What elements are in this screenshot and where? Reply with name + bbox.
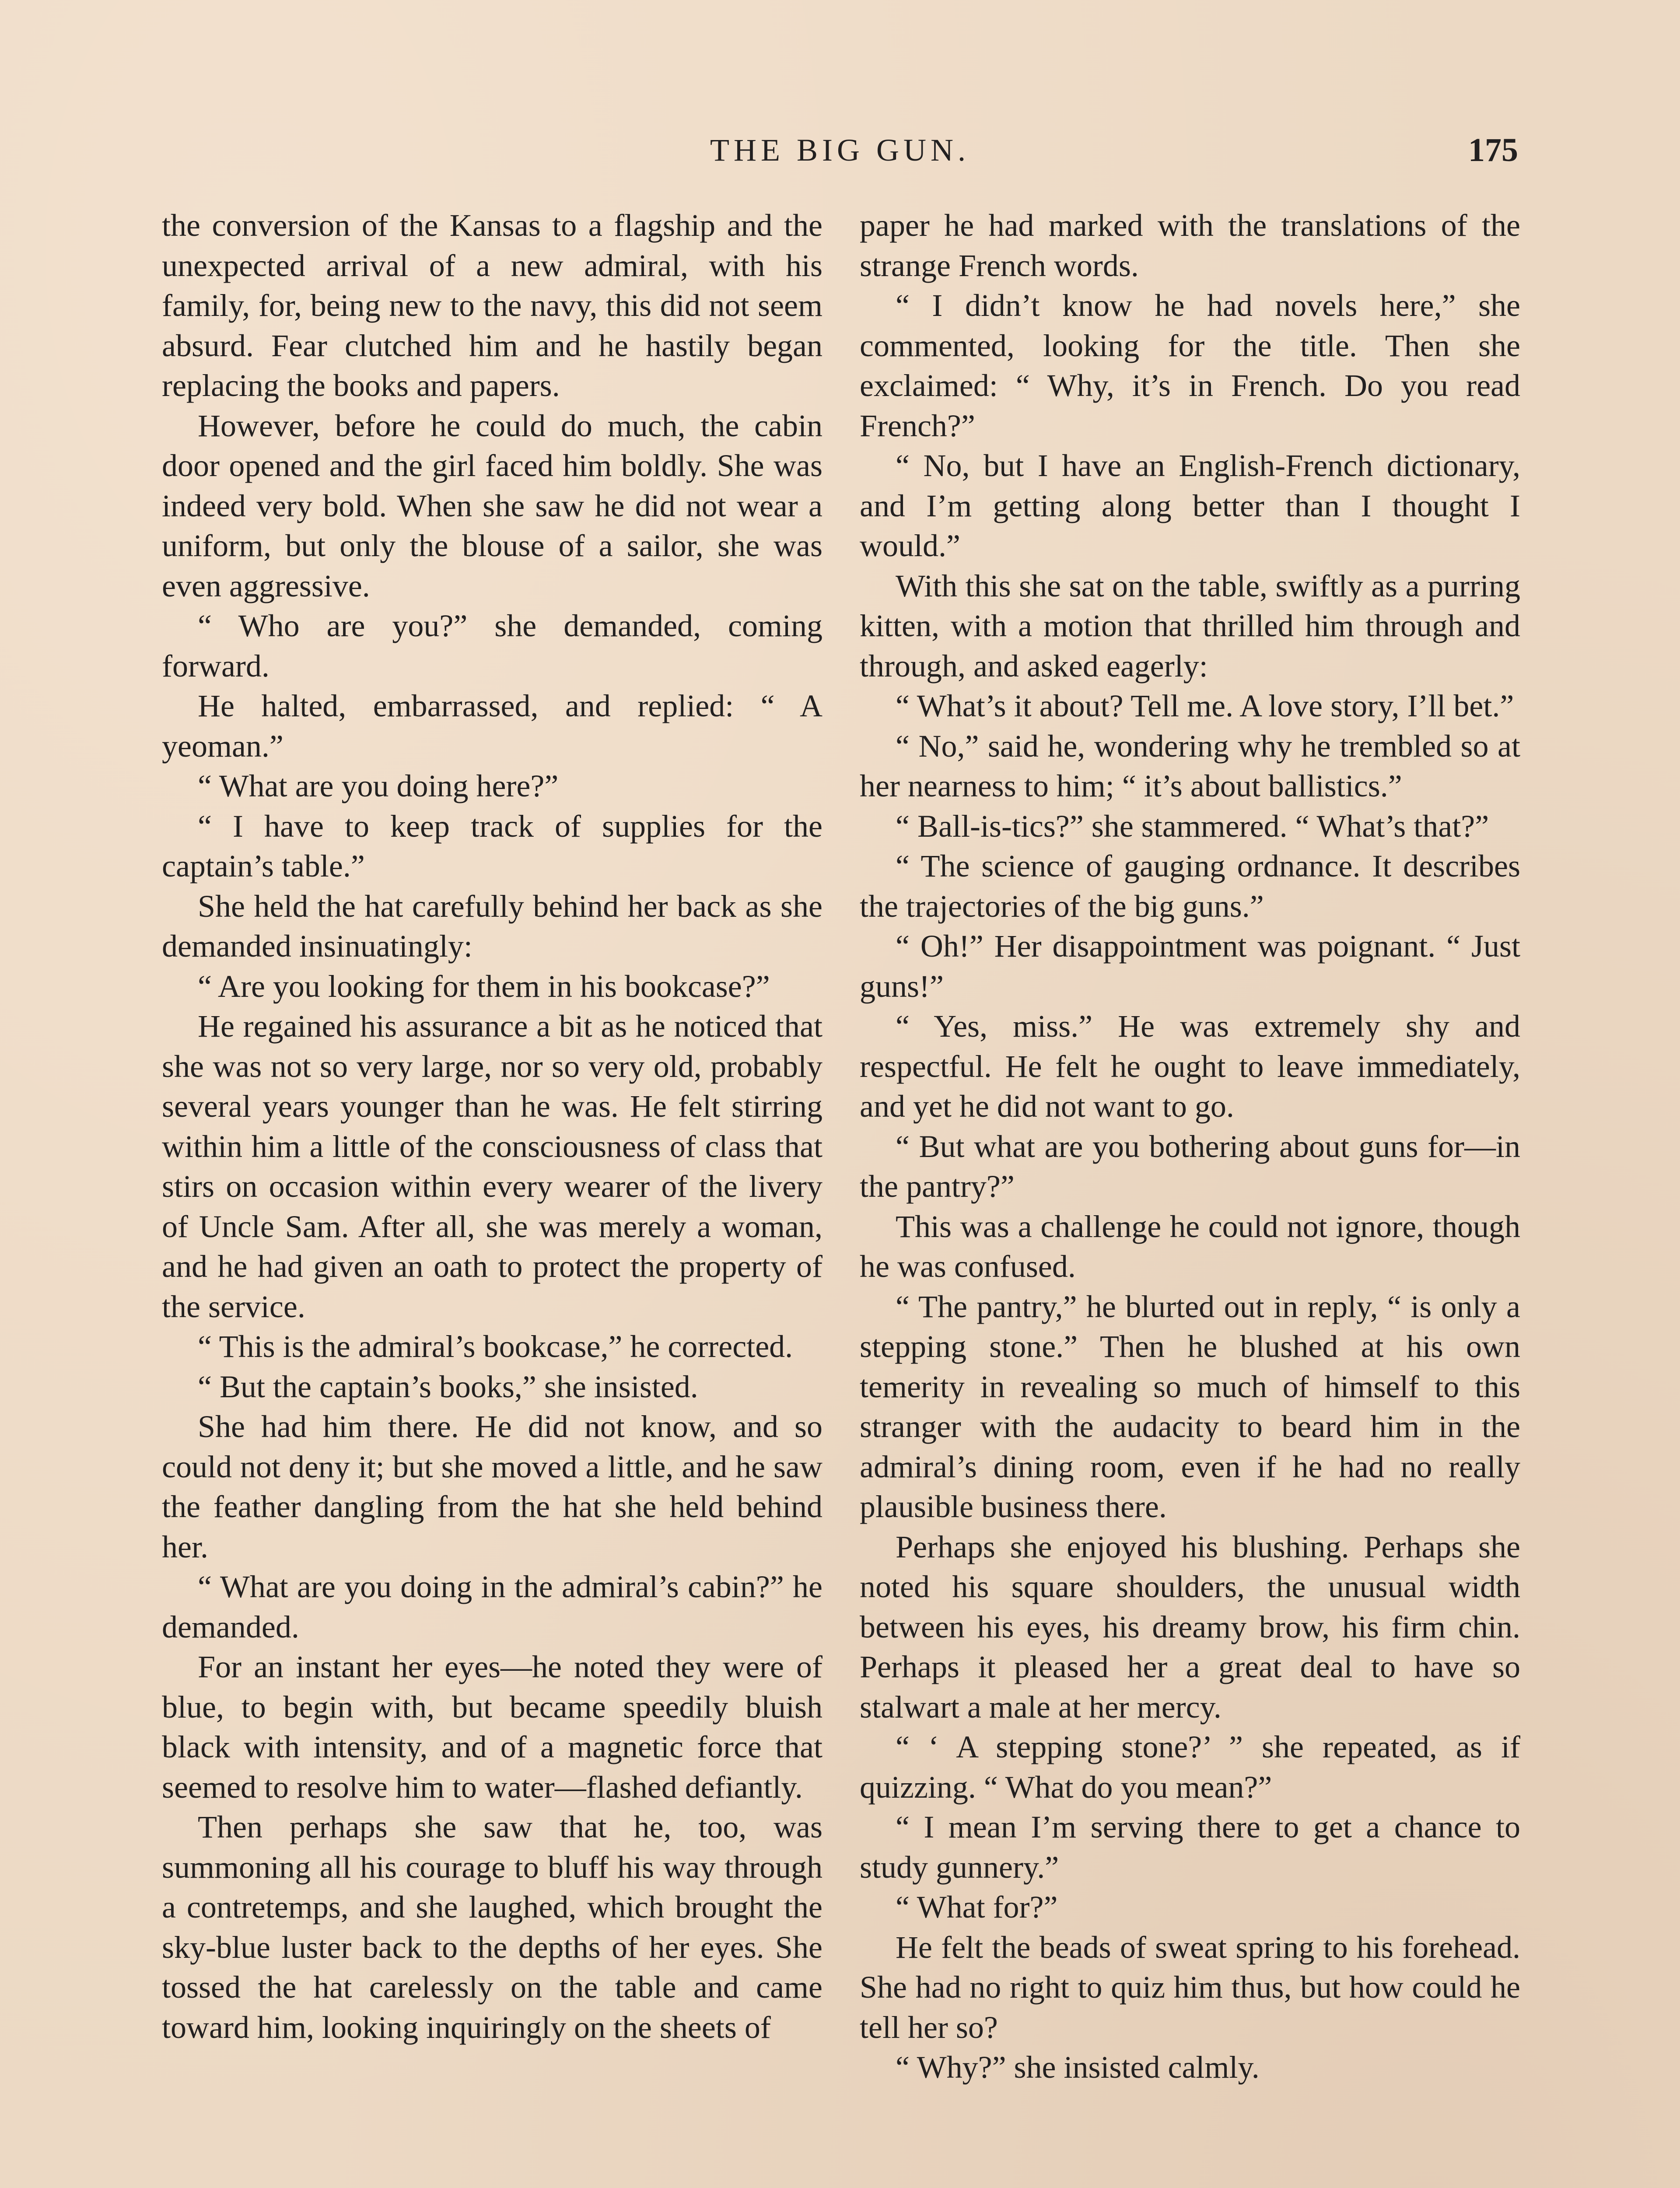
left-column [162, 206, 822, 2048]
paragraph: “ The science of gauging ordnance. It describes the trajectories of the big guns.” [860, 849, 1520, 924]
paragraph: “ What for?” [896, 1890, 1058, 1925]
paragraph: “ I didn’t know he had novels here,” she commented, looking for the title. Then she exclaimed: “ Why, it’s in French. Do you read French?” [860, 288, 1520, 443]
paragraph: “ I have to keep track of supplies for the captain’s table.” [162, 808, 822, 884]
page-number: 175 [1468, 132, 1518, 168]
paragraph: He regained his assurance a bit as he noticed that she was not so very large, nor so very old, probably several years younger than he was. He felt stirring within him a little of the consciousness of class that stirs on occasion within every wearer of the livery of Uncle Sam. After all, she was merely a woman, and he had given an oath to protect the property of the service. [162, 1009, 822, 1324]
paragraph: “ But what are you bothering about guns for—in the pantry?” [860, 1129, 1520, 1204]
paragraph: This was a challenge he could not ignore, though he was confused. [860, 1209, 1520, 1284]
paragraph: “ This is the admiral’s bookcase,” he corrected. [198, 1329, 793, 1364]
paragraph: However, before he could do much, the cabin door opened and the girl faced him boldly. She was indeed very bold. When she saw he did not wear a uniform, but only the blouse of a sailor, she was even aggressive. [162, 408, 822, 603]
running-head [162, 126, 1518, 174]
paragraph: “ The pantry,” he blurted out in reply, “ is only a stepping stone.” Then he blushed at his own temerity in revealing so much of himself to this stranger with the audacity to beard him in the admiral’s dining room, even if he had no really plausible business there. [860, 1289, 1520, 1524]
paragraph: “ No,” said he, wondering why he trembled so at her nearness to him; “ it’s about ballistics.” [860, 728, 1520, 803]
paragraph: “ What’s it about? Tell me. A love story, I’ll bet.” [896, 688, 1514, 723]
paragraph: With this she sat on the table, swiftly as a purring kitten, with a motion that thrilled him through and through, and asked eagerly: [860, 568, 1520, 684]
paragraph: “ What are you doing in the admiral’s cabin?” he demanded. [162, 1569, 822, 1645]
paragraph: paper he had marked with the translations of the strange French words. [860, 208, 1520, 283]
paragraph: “ Why?” she insisted calmly. [896, 2050, 1260, 2085]
paragraph: He halted, embarrassed, and replied: “ A yeoman.” [162, 688, 822, 764]
paragraph: “ I mean I’m serving there to get a chance to study gunnery.” [860, 1809, 1520, 1885]
paragraph: the conversion of the Kansas to a flagship and the unexpected arrival of a new admiral, with his family, for, being new to the navy, this did not seem absurd. Fear clutched him and he hastily began replacing the books and papers. [162, 208, 822, 403]
paragraph: “ ‘ A stepping stone?’ ” she repeated, as if quizzing. “ What do you mean?” [860, 1729, 1520, 1805]
paragraph: She had him there. He did not know, and so could not deny it; but she moved a little, and he saw the feather dangling from the hat she held behind her. [162, 1409, 822, 1564]
paragraph: “ But the captain’s books,” she insisted. [198, 1369, 698, 1404]
paragraph: Perhaps she enjoyed his blushing. Perhaps she noted his square shoulders, the unusual width between his eyes, his dreamy brow, his firm chin. Perhaps it pleased her a great deal to have so stalwart a male at her mercy. [860, 1529, 1520, 1725]
paragraph: Then perhaps she saw that he, too, was summoning all his courage to bluff his way through a contretemps, and she laughed, which brought the sky-blue luster back to the depths of her eyes. She tossed the hat carelessly on the table and came toward him, looking inquiringly on the sheets of [162, 1809, 822, 2045]
paragraph: He felt the beads of sweat spring to his forehead. She had no right to quiz him thus, but how could he tell her so? [860, 1929, 1520, 2045]
paragraph: “ No, but I have an English-French dictionary, and I’m getting along better than I thought I would.” [860, 448, 1520, 563]
paragraph: For an instant her eyes—he noted they were of blue, to begin with, but became speedily bluish black with intensity, and of a magnetic force that seemed to resolve him to water—flashed defiantly. [162, 1649, 822, 1805]
paragraph: She held the hat carefully behind her back as she demanded insinuatingly: [162, 888, 822, 964]
paragraph: “ Are you looking for them in his bookcase?” [198, 968, 770, 1004]
paragraph: “ Ball-is-tics?” she stammered. “ What’s that?” [896, 808, 1489, 844]
paragraph: “ Yes, miss.” He was extremely shy and respectful. He felt he ought to leave immediately, and yet he did not want to go. [860, 1009, 1520, 1124]
paragraph: “ Oh!” Her disappointment was poignant. “ Just guns!” [860, 929, 1520, 1004]
paragraph: “ What are you doing here?” [198, 768, 559, 803]
running-title: THE BIG GUN. [710, 133, 970, 168]
right-column [860, 206, 1520, 2088]
paragraph: “ Who are you?” she demanded, coming forward. [162, 608, 822, 684]
